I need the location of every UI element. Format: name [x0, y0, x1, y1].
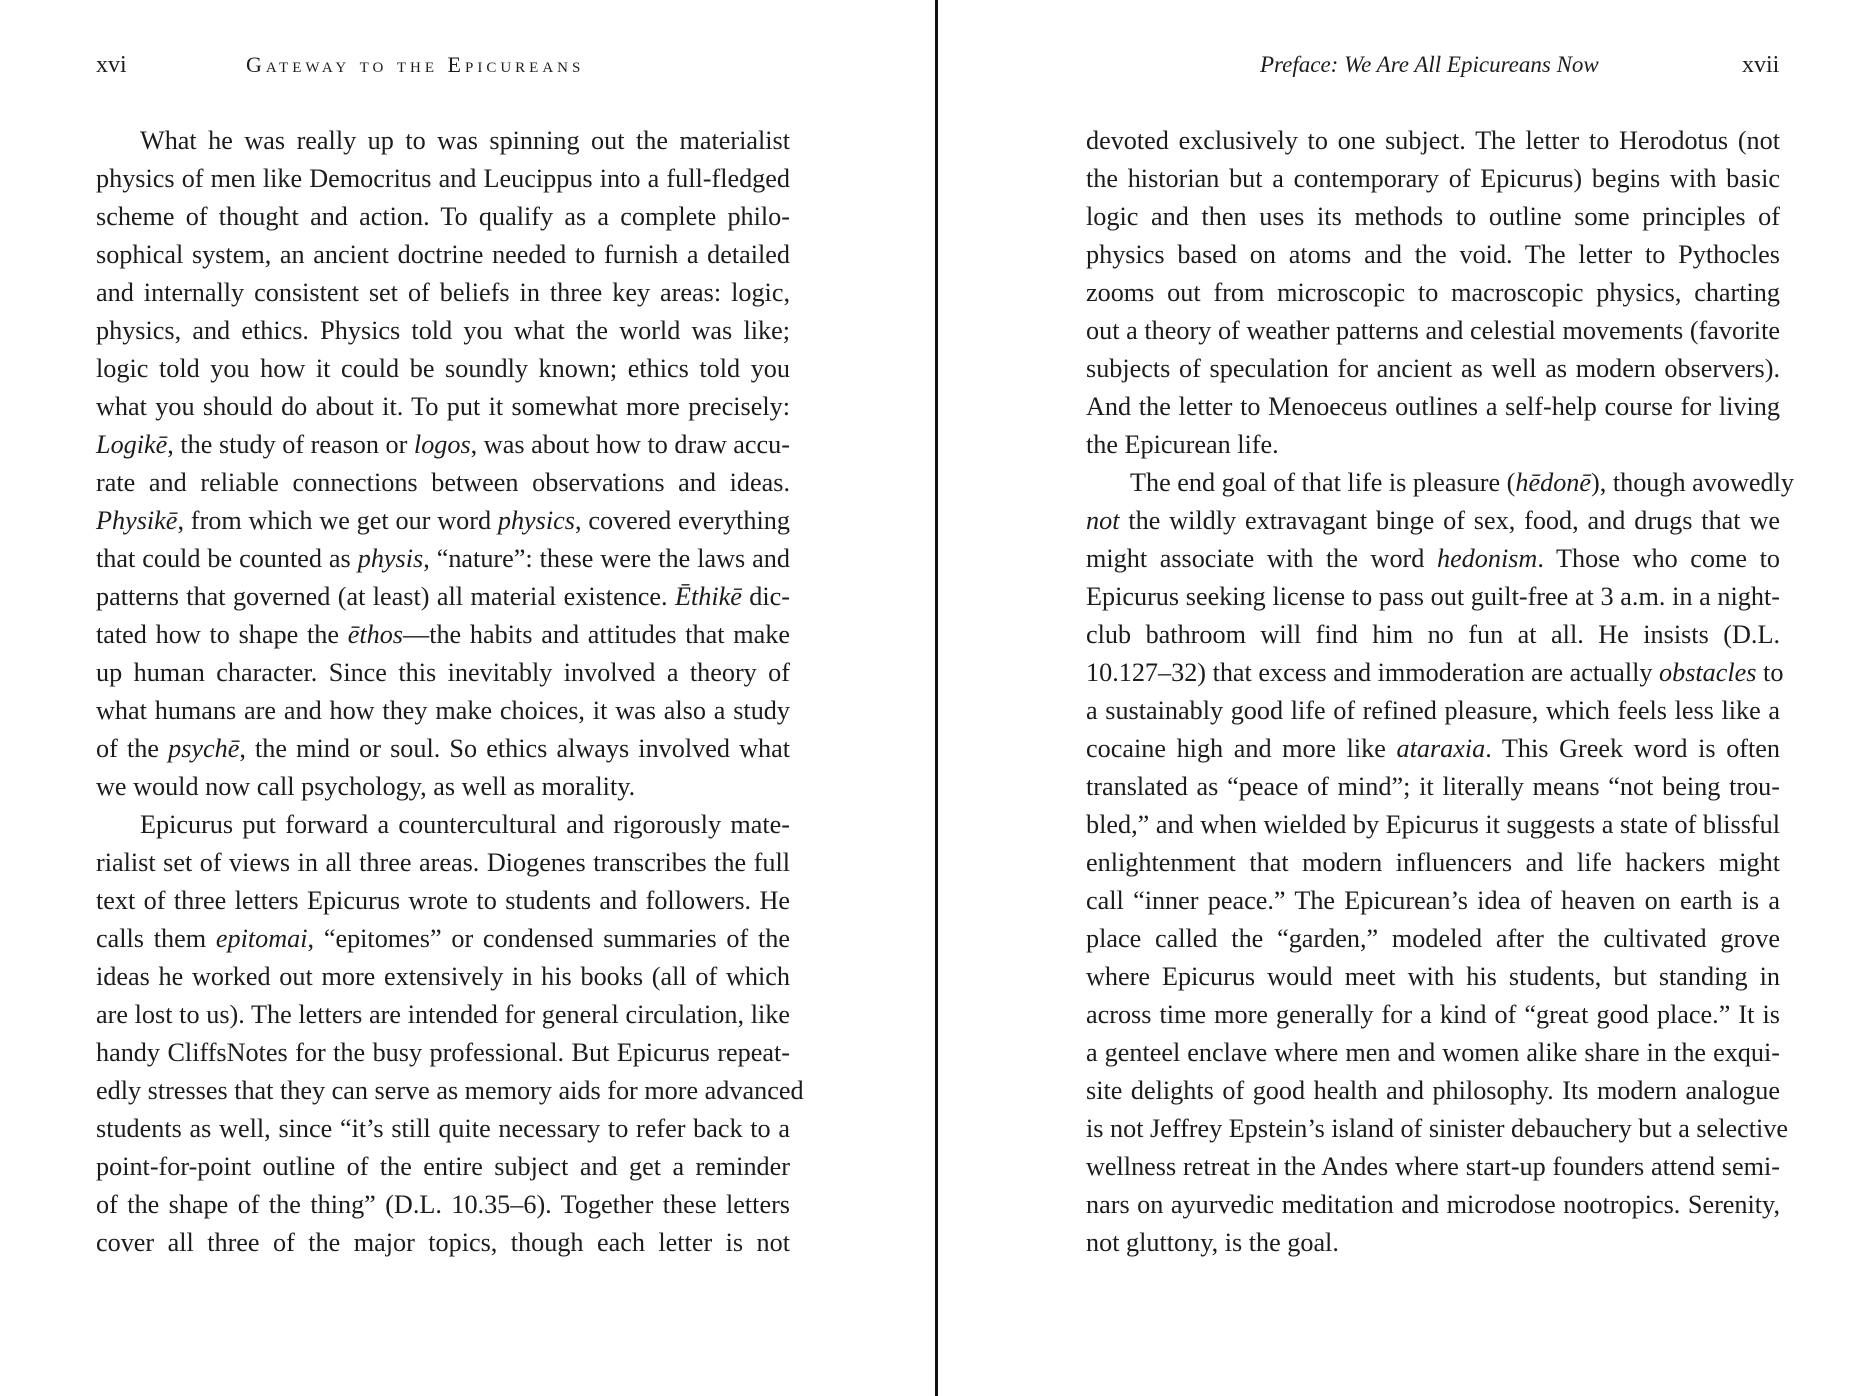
text-segment: The end goal of that life is pleasure (	[1130, 468, 1516, 497]
text-segment: , “nature”: these were the laws and	[423, 544, 790, 573]
right-body-text	[1086, 122, 1794, 1262]
text-line	[96, 160, 790, 198]
text-segment: of the	[96, 734, 169, 763]
text-segment: handy CliffsNotes for the busy professional. But Epicurus repeat-	[96, 1038, 790, 1067]
text-segment: point-for-point outline of the entire subject and get a reminder	[96, 1152, 790, 1181]
text-segment: tated how to shape the	[96, 620, 348, 649]
text-line	[1086, 844, 1780, 882]
text-line	[1086, 464, 1794, 502]
text-line	[96, 1148, 790, 1186]
text-segment: rate and reliable connections between observations and ideas.	[96, 468, 790, 497]
text-segment: What he was really up to was spinning out the materialist	[140, 126, 790, 155]
text-line	[96, 730, 790, 768]
text-line	[96, 198, 790, 236]
italic-term: physis	[357, 544, 424, 573]
text-line	[1086, 540, 1780, 578]
text-segment: the Epicurean life.	[1086, 430, 1279, 459]
italic-term: ēthos	[347, 620, 403, 649]
text-segment: club bathroom will find him no fun at all. He insists (D.L.	[1086, 620, 1780, 649]
text-segment: physics, and ethics. Physics told you what the world was like;	[96, 316, 790, 345]
text-line	[1086, 654, 1784, 692]
text-line	[96, 122, 790, 160]
italic-term: not	[1086, 506, 1120, 535]
text-segment: , the study of reason or	[167, 430, 414, 459]
text-segment: dic-	[741, 582, 790, 611]
text-line	[1086, 578, 1780, 616]
text-segment: cocaine high and more like	[1086, 734, 1397, 763]
text-segment: subjects of speculation for ancient as well as modern observers).	[1086, 354, 1780, 383]
text-segment: , “epitomes” or condensed summaries of the	[307, 924, 790, 953]
text-line	[96, 844, 790, 882]
italic-term: Physikē	[96, 506, 178, 535]
text-line	[96, 806, 790, 844]
text-segment: . Those who come to	[1537, 544, 1780, 573]
text-line	[96, 654, 790, 692]
text-line	[96, 768, 790, 806]
italic-term: obstacles	[1659, 658, 1757, 687]
text-segment: of the shape of the thing” (D.L. 10.35–6). Together these letters	[96, 1190, 790, 1219]
text-segment: what you should do about it. To put it somewhat more precisely:	[96, 392, 790, 421]
text-segment: to	[1756, 658, 1784, 687]
text-segment: calls them	[96, 924, 216, 953]
italic-term: Ēthikē	[675, 582, 742, 611]
text-line	[1086, 958, 1780, 996]
text-line	[1086, 1186, 1780, 1224]
text-segment: the wildly extravagant binge of sex, food, and drugs that we	[1119, 506, 1780, 535]
text-line	[1086, 122, 1780, 160]
text-segment: up human character. Since this inevitably involved a theory of	[96, 658, 790, 687]
text-segment: translated as “peace of mind”; it literally means “not being trou-	[1086, 772, 1780, 801]
text-line	[96, 692, 790, 730]
text-line	[1086, 996, 1780, 1034]
text-segment: devoted exclusively to one subject. The letter to Herodotus (not	[1086, 126, 1780, 155]
text-segment: rialist set of views in all three areas. Diogenes transcribes the full	[96, 848, 790, 877]
text-line	[1086, 1224, 1780, 1262]
text-line	[1086, 274, 1780, 312]
text-line	[96, 616, 790, 654]
text-segment: we would now call psychology, as well as morality.	[96, 772, 636, 801]
text-segment: a genteel enclave where men and women alike share in the exqui-	[1086, 1038, 1780, 1067]
text-line	[1086, 1072, 1780, 1110]
text-line	[96, 464, 790, 502]
italic-term: epitomai	[215, 924, 308, 953]
text-line	[1086, 312, 1780, 350]
text-line	[96, 312, 790, 350]
text-segment: is not Jeffrey Epstein’s island of sinister debauchery but a selective	[1086, 1114, 1789, 1143]
text-line	[1086, 768, 1780, 806]
text-line	[1086, 350, 1780, 388]
text-line	[96, 236, 790, 274]
italic-term: ataraxia	[1396, 734, 1486, 763]
text-segment: call “inner peace.” The Epicurean’s idea of heaven on earth is a	[1086, 886, 1780, 915]
text-line	[1086, 920, 1780, 958]
text-segment: that could be counted as	[96, 544, 358, 573]
text-segment: across time more generally for a kind of “great good place.” It is	[1086, 1000, 1780, 1029]
text-segment: logic and then uses its methods to outline some principles of	[1086, 202, 1780, 231]
text-segment: edly stresses that they can serve as memory aids for more advanced	[96, 1076, 804, 1105]
italic-term: psychē	[168, 734, 240, 763]
text-segment: site delights of good health and philosophy. Its modern analogue	[1086, 1076, 1780, 1105]
text-segment: scheme of thought and action. To qualify as a complete philo-	[96, 202, 790, 231]
text-segment: out a theory of weather patterns and celestial movements (favorite	[1086, 316, 1780, 345]
text-line	[1086, 236, 1780, 274]
italic-term: hedonism	[1436, 544, 1538, 573]
text-segment: , the mind or soul. So ethics always involved what	[239, 734, 790, 763]
text-line	[96, 1224, 790, 1262]
text-segment: physics of men like Democritus and Leucippus into a full-fledged	[96, 164, 790, 193]
left-body-text	[96, 122, 804, 1262]
text-segment: students as well, since “it’s still quite necessary to refer back to a	[96, 1114, 790, 1143]
text-line	[1086, 502, 1780, 540]
text-segment: sophical system, an ancient doctrine needed to furnish a detailed	[96, 240, 790, 269]
text-line	[96, 540, 790, 578]
text-line	[1086, 882, 1780, 920]
text-segment: Epicurus put forward a countercultural and rigorously mate-	[140, 810, 790, 839]
text-segment: ideas he worked out more extensively in his books (all of which	[96, 962, 790, 991]
text-line	[96, 350, 790, 388]
text-segment: not gluttony, is the goal.	[1086, 1228, 1339, 1257]
text-line	[96, 958, 790, 996]
text-segment: —the habits and attitudes that make	[403, 620, 790, 649]
text-segment: zooms out from microscopic to macroscopic physics, charting	[1086, 278, 1780, 307]
text-line	[96, 1034, 790, 1072]
text-segment: might associate with the word	[1086, 544, 1437, 573]
text-line	[1086, 388, 1780, 426]
right-running-head: Preface: We Are All Epicureans Now	[1260, 52, 1599, 77]
text-segment: wellness retreat in the Andes where start-up founders attend semi-	[1086, 1152, 1780, 1181]
text-segment: nars on ayurvedic meditation and microdose nootropics. Serenity,	[1086, 1190, 1780, 1219]
text-line	[1086, 1034, 1780, 1072]
text-segment: where Epicurus would meet with his students, but standing in	[1086, 962, 1780, 991]
right-page-number: xvii	[1742, 52, 1780, 78]
text-segment: place called the “garden,” modeled after the cultivated grove	[1086, 924, 1780, 953]
text-line	[1086, 806, 1780, 844]
text-line	[96, 1186, 790, 1224]
text-line	[1086, 1148, 1780, 1186]
text-segment: are lost to us). The letters are intended for general circulation, like	[96, 1000, 790, 1029]
text-segment: and internally consistent set of beliefs in three key areas: logic,	[96, 278, 790, 307]
italic-term: Logikē	[96, 430, 168, 459]
text-segment: what humans are and how they make choices, it was also a study	[96, 696, 790, 725]
text-line	[96, 426, 790, 464]
italic-term: logos	[413, 430, 471, 459]
text-line	[96, 1110, 790, 1148]
text-line	[1086, 730, 1780, 768]
text-line	[1086, 426, 1780, 464]
text-line	[96, 274, 790, 312]
text-line	[96, 920, 790, 958]
text-line	[96, 578, 790, 616]
italic-term: physics	[497, 506, 575, 535]
left-page-number: xvi	[96, 52, 127, 78]
italic-term: hēdonē	[1515, 468, 1592, 497]
text-segment: , was about how to draw accu-	[470, 430, 790, 459]
text-segment: the historian but a contemporary of Epicurus) begins with basic	[1086, 164, 1780, 193]
text-line	[96, 502, 790, 540]
text-segment: . This Greek word is often	[1485, 734, 1781, 763]
right-page	[938, 0, 1862, 1396]
text-line	[1086, 1110, 1789, 1148]
text-segment: physics based on atoms and the void. The letter to Pythocles	[1086, 240, 1780, 269]
text-line	[1086, 160, 1780, 198]
text-segment: a sustainably good life of refined pleasure, which feels less like a	[1086, 696, 1780, 725]
text-segment: text of three letters Epicurus wrote to students and followers. He	[96, 886, 790, 915]
text-segment: cover all three of the major topics, though each letter is not	[96, 1228, 790, 1257]
text-line	[96, 882, 790, 920]
text-segment: patterns that governed (at least) all material existence.	[96, 582, 675, 611]
left-running-head: Gateway to the Epicureans	[246, 52, 585, 77]
text-segment: logic told you how it could be soundly known; ethics told you	[96, 354, 790, 383]
text-segment: bled,” and when wielded by Epicurus it suggests a state of blissful	[1086, 810, 1780, 839]
text-line	[96, 1072, 804, 1110]
text-segment: And the letter to Menoeceus outlines a self-help course for living	[1086, 392, 1780, 421]
text-line	[1086, 616, 1780, 654]
text-segment: , covered everything	[574, 506, 790, 535]
text-segment: Epicurus seeking license to pass out guilt-free at 3 a.m. in a night-	[1086, 582, 1780, 611]
text-segment: 10.127–32) that excess and immoderation are actually	[1086, 658, 1660, 687]
text-segment: ), though avowedly	[1591, 468, 1794, 497]
text-segment: enlightenment that modern influencers and life hackers might	[1086, 848, 1780, 877]
text-line	[1086, 692, 1780, 730]
text-line	[96, 388, 790, 426]
text-line	[1086, 198, 1780, 236]
text-segment: , from which we get our word	[177, 506, 498, 535]
text-line	[96, 996, 790, 1034]
